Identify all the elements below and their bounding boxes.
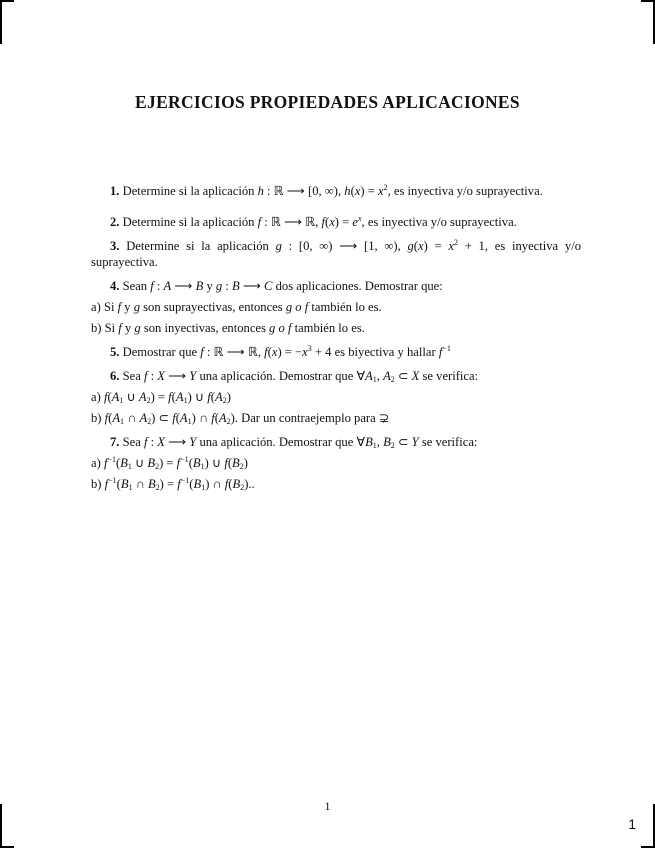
page-title: EJERCICIOS PROPIEDADES APLICACIONES [135, 92, 520, 112]
corner-mark-tl-v [0, 0, 2, 44]
exercise-4: 4. Sean f : A ⟶ B y g : B ⟶ C dos aplicaciones. Demostrar que: [110, 279, 443, 293]
viewer-page-indicator: 1 [628, 816, 636, 832]
exercise-6a: a) $f(A_1$ ∪ $A_2) = f(A_1)$ ∪ $f(A_2)$ [91, 390, 231, 405]
exercise-7: 7. Sea f : X ⟶ Y una aplicación. Demostrar que $\forall B_1$, $B_2$ ⊂ Y se verifica: [110, 435, 478, 450]
exercise-6b: b) $f(A_1$ ∩ $A_2$) ⊂ $f(A_1)$ ∩ $f(A_2)$. Dar un contraejemplo para ⊋ [91, 411, 390, 426]
exercise-list [91, 183, 581, 492]
exercise-7a: a) $f^{-1}(B_1$ ∪ $B_2) = f^{-1}(B_1)$ ∪ $f(B_2)$ [91, 455, 248, 471]
exercise-3: 3. Determine si la aplicación g : [0, ∞) ⟶ [1, ∞), $g(x) = x^2 + 1$, es inyectiva y/o suprayectiva. [91, 238, 581, 269]
exercise-5: 5. Demostrar que f : ℝ ⟶ ℝ, $f(x) = -x^3 + 4$ es biyectiva y hallar $f^{-1}$ [110, 344, 451, 359]
exercise-7b: b) $f^{-1}(B_1$ ∩ $B_2) = f^{-1}(B_1)$ ∩ $f(B_2)$.. [91, 476, 255, 492]
exercise-1: 1. Determine si la aplicación h : ℝ ⟶ [0, ∞), $h(x) = x^2$, es inyectiva y/o suprayectiva. [110, 183, 543, 198]
exercise-4b: b) Si f y g son inyectivas, entonces g o f también lo es. [91, 321, 365, 335]
exercise-2: 2. Determine si la aplicación f : ℝ ⟶ ℝ, $f(x) = e^x$, es inyectiva y/o suprayectiva. [110, 214, 517, 229]
page-number: 1 [324, 799, 331, 813]
corner-mark-tl-h [0, 0, 14, 2]
exercise-4a: a) Si f y g son suprayectivas, entonces g o f también lo es. [91, 300, 382, 314]
exercise-6: 6. Sea f : X ⟶ Y una aplicación. Demostrar que $\forall A_1$, $A_2$ ⊂ X se verifica: [110, 369, 479, 384]
